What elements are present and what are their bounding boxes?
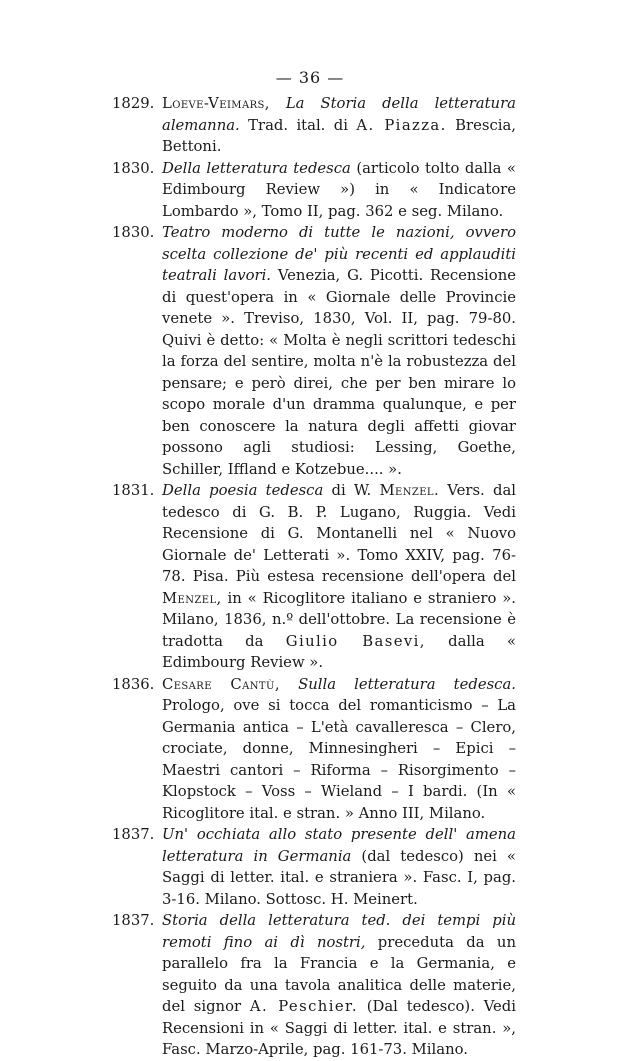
entry-year: 1831.	[112, 482, 155, 499]
entry-text	[162, 674, 516, 825]
entry-details: Brescia, Bettoni.	[162, 116, 516, 155]
bibliography-entry	[112, 222, 516, 480]
entry-details: (dal tedesco) nei « Saggi di letter. ital. e straniera ». Fasc. I, pag. 3-16. Milano. Sottosc. H. Meinert.	[162, 847, 516, 908]
entry-author: Loeve-Veimars,	[162, 95, 270, 112]
entry-details: Vers. dal tedesco di G. B. P. Lugano, Ruggia. Vedi Recensione di G. Montanelli nel « Nuovo Giornale de' Letterati ». Tomo XXIV, pag. 76-78. Pisa. Più estesa recensione dell'opera del	[162, 482, 517, 585]
page-number: — 36 —	[275, 68, 345, 87]
bibliography-entry	[112, 480, 516, 674]
entry-text	[162, 824, 516, 910]
entry-year: 1830.	[112, 159, 155, 177]
entry-title: La Storia della letteratura alemanna.	[162, 95, 516, 134]
entry-author: Cesare Cantù,	[162, 675, 280, 693]
bibliography-entry	[112, 824, 516, 910]
bibliography-list	[112, 93, 516, 1061]
entry-title: Della letteratura tedesca	[162, 159, 351, 177]
entry-text	[162, 480, 516, 674]
entry-translator: Giulio Basevi,	[285, 632, 426, 650]
entry-text	[162, 222, 516, 480]
entry-title: Storia della letteratura ted. dei tempi più remoti fino ai dì nostri,	[162, 912, 516, 951]
entry-title: Teatro moderno di tutte le nazioni, ovvero scelta collezione de' più recenti ed applauditi teatrali lavori.	[162, 224, 516, 284]
entry-year: 1837.	[112, 912, 155, 929]
entry-year: 1837.	[112, 826, 155, 843]
entry-details: Trad. ital. di	[239, 116, 357, 134]
entry-author: Menzel.	[379, 482, 440, 499]
entry-details: preceduta da un parallelo fra la Francia e la Germania, e seguito da una tavola analitica delle materie, del signor	[162, 933, 516, 1015]
entry-text	[162, 158, 516, 223]
entry-author: Menzel,	[162, 589, 222, 607]
entry-details: (articolo tolto dalla « Edimbourg Review ») in « Indicatore Lombardo », Tomo II, pag. 362 e seg. Milano.	[162, 159, 516, 220]
entry-text	[162, 910, 516, 1061]
entry-year: 1830.	[112, 224, 155, 241]
bibliography-entry	[112, 93, 516, 158]
entry-details: in « Ricoglitore italiano e straniero ». Milano, 1836, n.º dell'ottobre. La recensione è tradotta da	[162, 589, 516, 650]
bibliography-entry	[112, 674, 516, 825]
entry-details: di W.	[323, 482, 380, 499]
entry-year: 1829.	[112, 95, 155, 112]
entry-year: 1836.	[112, 675, 155, 693]
entry-details: Prologo, ove si tocca del romanticismo – La Germania antica – L'età cavalleresca – Clero, crociate, donne, Minnesingheri – Epici – Maestri cantori – Riforma – Risorgimento – Klopstock – Voss – Wieland – I bardi. (In « Ricoglitore ital. e stran. » Anno III, Milano.	[162, 697, 516, 822]
entry-text	[162, 93, 516, 158]
entry-title: Della poesia tedesca	[162, 482, 324, 499]
entry-details: dalla « Edimbourg Review ».	[162, 632, 516, 671]
entry-details: Venezia, G. Picotti. Recensione di quest'opera in « Giornale delle Provincie venete ». Treviso, 1830, Vol. II, pag. 79-80. Quivi è detto: « Molta è negli scrittori tedeschi la forza del sentire, molta n'è la robustezza del pensare; e però direi, che per ben mirare lo scopo morale d'un dramma qualunque, e per ben conoscere la natura degli affetti giovar possono agli studiosi: Lessing, Goethe, Schiller, Iffland e Kotzebue.... ».	[162, 267, 516, 478]
bibliography-entry	[112, 158, 516, 223]
entry-title: Un' occhiata allo stato presente dell' amena letteratura in Germania	[162, 826, 516, 865]
entry-details: (Dal tedesco). Vedi Recensioni in « Saggi di letter. ital. e stran. », Fasc. Marzo-Aprile, pag. 161-73. Milano.	[162, 998, 516, 1058]
entry-title: Sulla letteratura tedesca.	[298, 675, 516, 693]
entry-translator: A. Piazza.	[356, 116, 447, 134]
bibliography-entry	[112, 910, 516, 1061]
entry-author: A. Peschier.	[249, 998, 358, 1015]
